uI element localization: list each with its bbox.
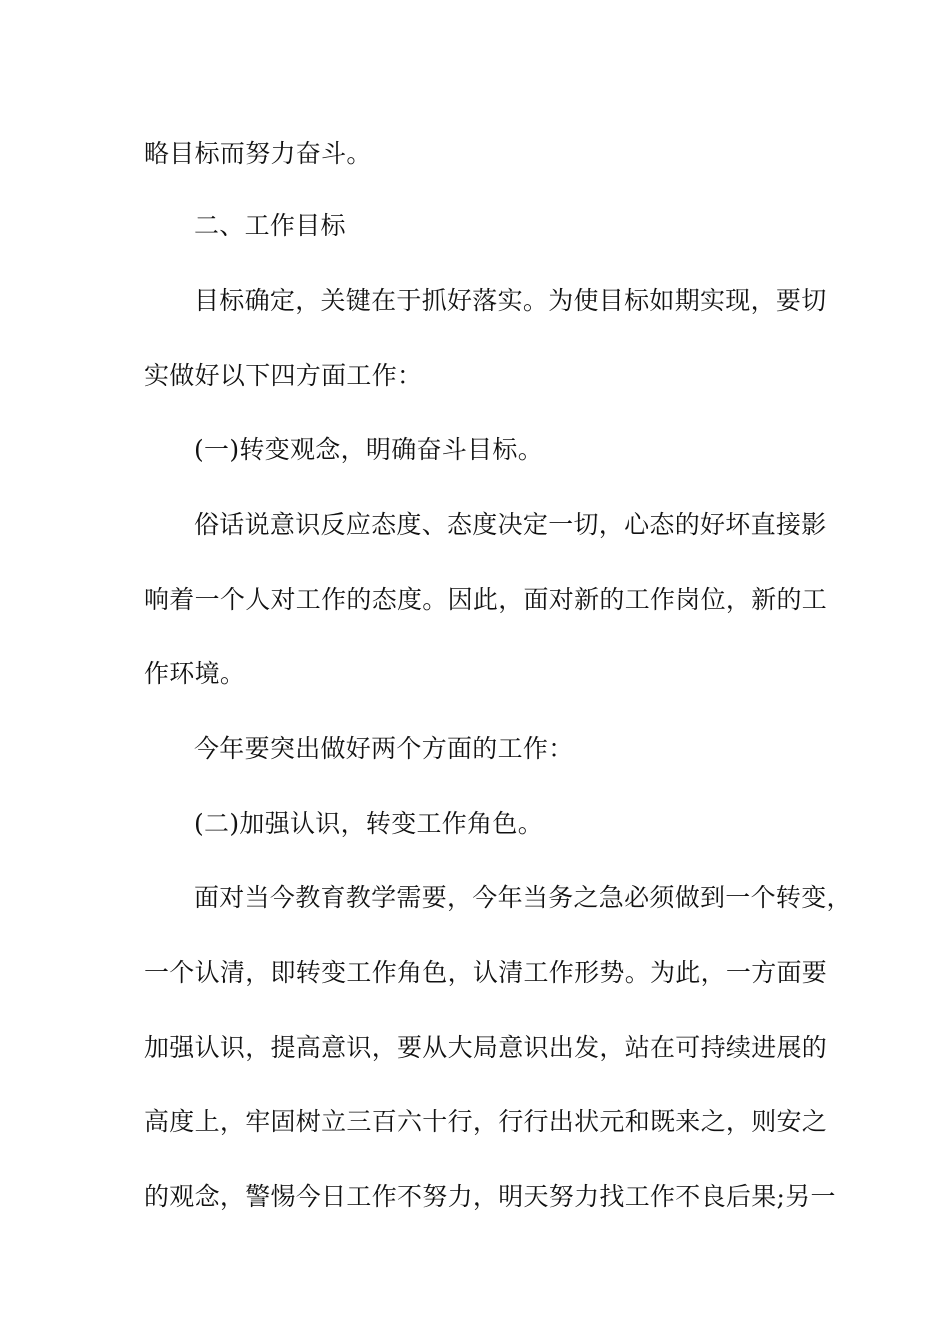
text-line-1: 略目标而努力奋斗。 xyxy=(144,139,372,168)
text-line-8: 作环境。 xyxy=(144,659,246,688)
text-line-13: 加强认识，提高意识，要从大局意识出发，站在可持续进展的 xyxy=(144,1033,828,1062)
text-line-15: 的观念，警惕今日工作不努力，明天努力找工作不良后果;另一 xyxy=(144,1182,836,1211)
text-line-4: 实做好以下四方面工作： xyxy=(144,361,423,390)
text-line-3: 目标确定，关键在于抓好落实。为使目标如期实现，要切 xyxy=(194,286,827,315)
text-line-6: 俗话说意识反应态度、态度决定一切，心态的好坏直接影 xyxy=(194,510,827,539)
subheading-strengthen-awareness: (二)加强认识，转变工作角色。 xyxy=(194,809,544,838)
subheading-change-concept: (一)转变观念，明确奋斗目标。 xyxy=(194,435,544,464)
section-heading-work-goals: 二、工作目标 xyxy=(194,211,346,240)
text-line-14: 高度上，牢固树立三百六十行，行行出状元和既来之，则安之 xyxy=(144,1107,828,1136)
text-line-9: 今年要突出做好两个方面的工作： xyxy=(194,734,574,763)
text-line-11: 面对当今教育教学需要，今年当务之急必须做到一个转变， xyxy=(194,883,852,912)
text-line-7: 响着一个人对工作的态度。因此，面对新的工作岗位，新的工 xyxy=(144,585,828,614)
text-line-12: 一个认清，即转变工作角色，认清工作形势。为此，一方面要 xyxy=(144,958,828,987)
